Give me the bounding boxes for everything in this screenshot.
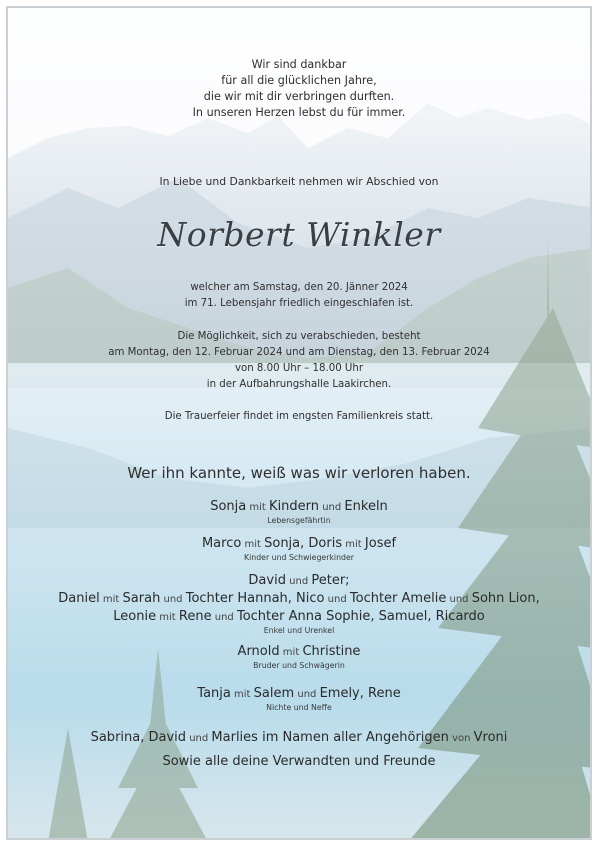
- mourner-name: Rene: [178, 609, 212, 624]
- farewell-line: in der Aufbahrungshalle Laakirchen.: [206, 379, 392, 390]
- mourner-name: Arnold: [237, 644, 280, 659]
- mourner-name: Vroni: [473, 730, 508, 745]
- funeral-note: Die Trauerfeier findet im engsten Familienkreis statt.: [164, 411, 434, 422]
- mourner-name: Enkeln: [344, 499, 388, 514]
- intro-text: In Liebe und Dankbarkeit nehmen wir Abschied von: [159, 175, 439, 188]
- connector: mit: [342, 539, 365, 550]
- connector: von: [448, 733, 474, 744]
- mourner-name: Emely, Rene: [319, 686, 401, 701]
- mourner-name: Marco: [201, 536, 242, 551]
- connector: und: [186, 733, 212, 744]
- mourner-name: David: [248, 573, 286, 588]
- closing-line-1: [8, 730, 590, 745]
- mourner-marco: [8, 536, 590, 551]
- mourner-role: Enkel und Urenkel: [263, 626, 335, 635]
- mourner-name: Peter;: [311, 573, 350, 588]
- connector: und: [211, 612, 237, 623]
- mourner-role: Bruder und Schwägerin: [253, 661, 345, 670]
- memorial-quote: Wer ihn kannte, weiß was wir verloren haben.: [127, 464, 471, 482]
- poem-line: In unseren Herzen lebst du für immer.: [192, 106, 406, 119]
- mourner-arnold: [8, 644, 590, 659]
- mourner-name: Sabrina, David: [90, 730, 187, 745]
- mourner-role: Lebensgefährtin: [267, 516, 331, 525]
- mourner-role: Nichte und Neffe: [266, 703, 332, 712]
- mourner-name: Josef: [364, 536, 397, 551]
- farewell-line: Die Möglichkeit, sich zu verabschieden, besteht: [177, 331, 421, 342]
- death-notice-line: im 71. Lebensjahr friedlich eingeschlafen ist.: [184, 298, 414, 309]
- connector: mit: [99, 594, 123, 605]
- farewell-line: von 8.00 Uhr – 18.00 Uhr: [234, 363, 364, 374]
- mourner-tanja: [8, 686, 590, 701]
- connector: und: [285, 576, 312, 587]
- connector: und: [324, 594, 350, 605]
- connector: mit: [241, 539, 265, 550]
- mourner-grandchildren-2: [8, 591, 590, 606]
- connector: und: [319, 502, 345, 513]
- mourner-name: Tochter Anna Sophie, Samuel, Ricardo: [236, 609, 485, 624]
- mourner-name: Sonja: [210, 499, 247, 514]
- mourner-name: Christine: [302, 644, 361, 659]
- connector: und: [160, 594, 186, 605]
- mourner-name: Marlies im Namen aller Angehörigen: [211, 730, 449, 745]
- mourner-name: Leonie: [113, 609, 157, 624]
- connector: mit: [230, 689, 254, 700]
- mourner-grandchildren-3: [8, 609, 590, 624]
- mourner-role: Kinder und Schwiegerkinder: [243, 553, 354, 562]
- closing-line-2: Sowie alle deine Verwandten und Freunde: [162, 754, 436, 769]
- mourner-name: Tanja: [197, 686, 231, 701]
- death-notice-line: welcher am Samstag, den 20. Jänner 2024: [190, 282, 408, 293]
- obituary-card: [6, 6, 592, 840]
- mourner-name: Kindern: [269, 499, 320, 514]
- mourner-name: Tochter Hannah, Nico: [185, 591, 325, 606]
- mourner-name: Sarah: [122, 591, 161, 606]
- mourner-name: Sohn Lion,: [471, 591, 540, 606]
- mourner-name: Daniel: [58, 591, 100, 606]
- mourner-sonja: [8, 499, 590, 514]
- connector: mit: [156, 612, 179, 623]
- farewell-line: am Montag, den 12. Februar 2024 und am Dienstag, den 13. Februar 2024: [108, 347, 490, 358]
- connector: mit: [246, 502, 270, 513]
- poem-line: die wir mit dir verbringen durften.: [203, 90, 395, 103]
- poem-line: für all die glücklichen Jahre,: [221, 74, 377, 87]
- poem-line: Wir sind dankbar: [251, 58, 347, 71]
- mourner-name: Salem: [253, 686, 295, 701]
- mourner-name: Tochter Amelie: [349, 591, 447, 606]
- mourner-grandchildren-1: [8, 573, 590, 588]
- obituary-text: [8, 8, 590, 838]
- mourner-name: Sonja, Doris: [264, 536, 343, 551]
- connector: mit: [279, 647, 303, 658]
- deceased-name: Norbert Winkler: [157, 215, 441, 254]
- connector: und: [446, 594, 472, 605]
- connector: und: [294, 689, 320, 700]
